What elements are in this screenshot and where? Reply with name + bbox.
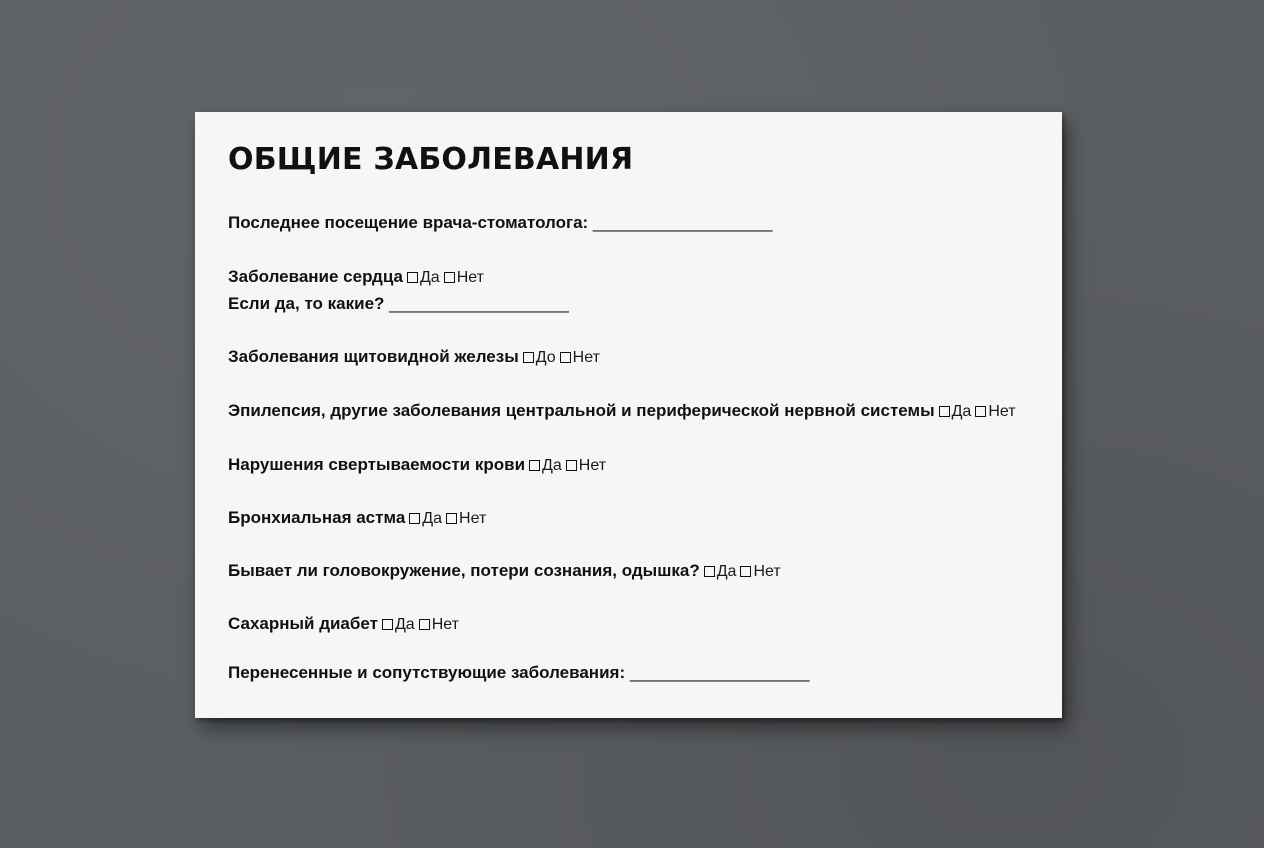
blank-line[interactable]: ___________________ — [592, 213, 773, 232]
field-label: Перенесенные и сопутствующие заболевания: — [228, 663, 626, 682]
field-label: Бронхиальная астма — [228, 508, 406, 527]
checkbox-no[interactable] — [566, 460, 577, 471]
field-label: Последнее посещение врача-стоматолога: — [228, 213, 589, 232]
option-yes-label: Да — [422, 510, 443, 527]
field-label: Сахарный диабет — [228, 614, 378, 633]
option-no-label: Нет — [459, 510, 487, 527]
checkbox-yes[interactable] — [523, 352, 534, 363]
option-no-label: Нет — [456, 269, 484, 286]
blank-line[interactable]: ___________________ — [389, 294, 569, 313]
field-label: Если да, то какие? — [228, 294, 385, 313]
option-no-label: Нет — [431, 616, 459, 633]
checkbox-yes[interactable] — [704, 566, 715, 577]
checkbox-no[interactable] — [740, 566, 751, 577]
option-no-label: Нет — [578, 457, 607, 474]
field-heart-which — [228, 294, 569, 314]
field-asthma — [228, 508, 486, 529]
form-card — [195, 112, 1062, 718]
option-no-label: Нет — [753, 563, 781, 580]
checkbox-yes[interactable] — [409, 513, 420, 524]
option-no-label: Нет — [988, 403, 1016, 420]
checkbox-no[interactable] — [446, 513, 457, 524]
option-yes-label: Да — [951, 403, 972, 420]
checkbox-no[interactable] — [560, 352, 571, 363]
field-last-visit — [228, 213, 773, 233]
checkbox-yes[interactable] — [407, 272, 418, 283]
field-label: Заболевание сердца — [228, 267, 403, 286]
option-no-label: Нет — [572, 349, 600, 366]
option-yes-label: Да — [394, 616, 415, 633]
checkbox-no[interactable] — [444, 272, 455, 283]
field-coagulation — [228, 455, 606, 476]
field-label: Заболевания щитовидной железы — [228, 347, 519, 366]
option-yes-label: Да — [716, 563, 737, 580]
blank-line[interactable]: ___________________ — [629, 663, 810, 682]
field-other — [228, 663, 809, 683]
form-title: ОБЩИЕ ЗАБОЛЕВАНИЯ — [228, 142, 634, 177]
field-label: Нарушения свертываемости крови — [228, 455, 526, 474]
field-thyroid — [228, 347, 600, 368]
field-label: Бывает ли головокружение, потери сознания, одышка? — [228, 561, 700, 580]
option-yes-label: Да — [419, 269, 440, 286]
checkbox-yes[interactable] — [939, 406, 950, 417]
field-label: Эпилепсия, другие заболевания центральной и периферической нервной системы — [228, 401, 935, 420]
field-dizziness — [228, 561, 781, 582]
checkbox-yes[interactable] — [382, 619, 393, 630]
checkbox-no[interactable] — [419, 619, 430, 630]
option-yes-label: До — [535, 349, 556, 366]
checkbox-no[interactable] — [975, 406, 986, 417]
field-diabetes — [228, 614, 459, 635]
option-yes-label: Да — [542, 457, 562, 474]
checkbox-yes[interactable] — [529, 460, 540, 471]
field-heart — [228, 267, 484, 288]
field-epilepsy — [228, 401, 1016, 422]
